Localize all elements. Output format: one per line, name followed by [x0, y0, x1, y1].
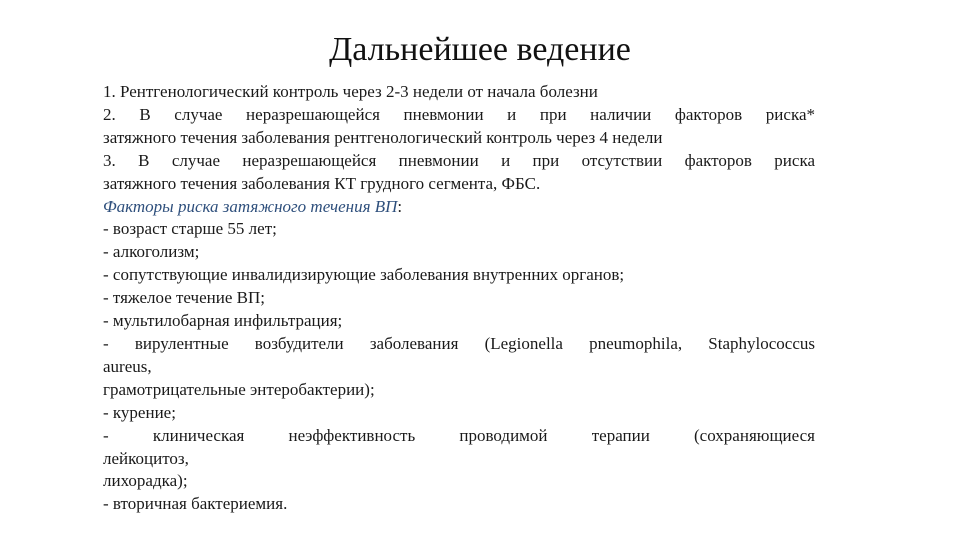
risk-factors-heading-text: Факторы риска затяжного течения ВП [103, 196, 398, 216]
list-item: - мультилобарная инфильтрация; [103, 311, 343, 331]
list-item: - курение; [103, 402, 176, 422]
slide-title: Дальнейшее ведение [329, 31, 631, 68]
text-line: 1. Рентгенологический контроль через 2-3 недели от начала болезни [103, 82, 598, 101]
text-line: aureus, [103, 356, 152, 376]
text-line: затяжного течения заболевания рентгенологический контроль через 4 недели [103, 127, 663, 147]
text-line: 3. В случае неразрешающейся пневмонии и при отсутствии факторов риска [103, 150, 815, 170]
text-line: затяжного течения заболевания КТ грудного сегмента, ФБС. [103, 173, 541, 193]
list-item: - тяжелое течение ВП; [103, 288, 265, 308]
risk-factors-heading [103, 196, 815, 219]
heading-colon: : [397, 196, 403, 216]
list-item: - возраст старше 55 лет; [103, 219, 277, 239]
text-line: лихорадка); [103, 471, 188, 491]
slide-body [103, 81, 815, 516]
list-item: - клиническая неэффективность проводимой терапии (сохраняющиеся [103, 425, 815, 445]
text-line: лейкоцитоз, [103, 448, 189, 468]
list-item: - вторичная бактериемия. [103, 494, 288, 514]
list-item: - вирулентные возбудители заболевания (Legionella pneumophila, Staphylococcus [103, 333, 815, 353]
list-item: - сопутствующие инвалидизирующие заболевания внутренних органов; [103, 265, 625, 285]
text-line: 2. В случае неразрешающейся пневмонии и при наличии факторов риска* [103, 104, 815, 124]
text-line: грамотрицательные энтеробактерии); [103, 379, 375, 399]
list-item: - алкоголизм; [103, 242, 200, 262]
